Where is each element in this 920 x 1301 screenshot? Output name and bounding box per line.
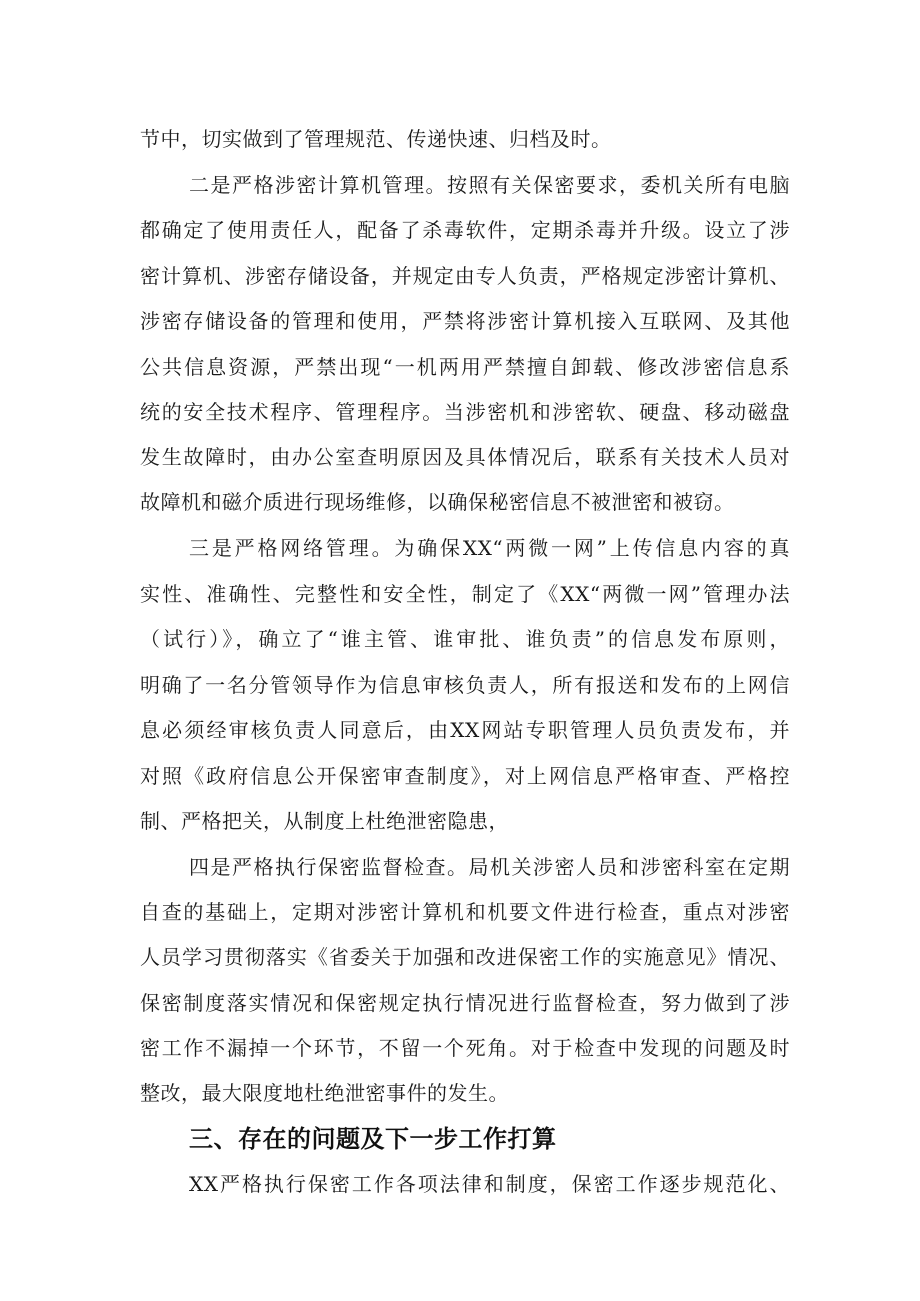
text-line: 明确了一名分管领导作为信息审核负责人，所有报送和发布的上网信	[140, 673, 790, 697]
text-line: 息必须经审核负责人同意后，由XX网站专职管理人员负责发布，并	[140, 718, 790, 742]
text-line: 对照《政府信息公开保密审查制度》，对上网信息严格审查、严格控	[140, 764, 790, 788]
paragraph-first-line: 三是严格网络管理。为确保XX“两微一网”上传信息内容的真	[189, 536, 790, 560]
text-line: 制、严格把关，从制度上杜绝泄密隐患，	[140, 809, 509, 833]
text-line: 都确定了使用责任人，配备了杀毒软件，定期杀毒并升级。设立了涉	[140, 218, 790, 242]
text-line: 发生故障时，由办公室查明原因及具体情况后，联系有关技术人员对	[140, 445, 790, 469]
text-line: 故障机和磁介质进行现场维修，以确保秘密信息不被泄密和被窃。	[140, 490, 735, 514]
text-line: 实性、准确性、完整性和安全性，制定了《XX“两微一网”管理办法	[140, 582, 790, 606]
text-line: 密计算机、涉密存储设备，并规定由专人负责，严格规定涉密计算机、	[140, 264, 790, 288]
text-line: 自查的基础上，定期对涉密计算机和机要文件进行检查，重点对涉密	[140, 900, 790, 924]
text-line: 人员学习贯彻落实《省委关于加强和改进保密工作的实施意见》情况、	[140, 945, 790, 969]
paragraph-first-line: XX严格执行保密工作各项法律和制度，保密工作逐步规范化、	[189, 1172, 790, 1196]
paragraph-first-line: 二是严格涉密计算机管理。按照有关保密要求，委机关所有电脑	[189, 173, 790, 197]
paragraph-first-line: 四是严格执行保密监督检查。局机关涉密人员和涉密科室在定期	[189, 855, 790, 879]
text-line: 节中，切实做到了管理规范、传递快速、归档及时。	[140, 127, 612, 151]
text-line: 涉密存储设备的管理和使用，严禁将涉密计算机接入互联网、及其他	[140, 309, 790, 333]
text-line: （试行）》，确立了“谁主管、谁审批、谁负责”的信息发布原则，	[140, 627, 790, 651]
text-line: 保密制度落实情况和保密规定执行情况进行监督检查，努力做到了涉	[140, 991, 790, 1015]
text-line: 密工作不漏掉一个环节，不留一个死角。对于检查中发现的问题及时	[140, 1036, 790, 1060]
text-line: 整改，最大限度地杜绝泄密事件的发生。	[140, 1081, 509, 1105]
text-line: 公共信息资源，严禁出现“一机两用严禁擅自卸载、修改涉密信息系	[140, 355, 790, 379]
text-line: 统的安全技术程序、管理程序。当涉密机和涉密软、硬盘、移动磁盘	[140, 400, 790, 424]
section-heading: 三、存在的问题及下一步工作打算	[189, 1125, 557, 1153]
